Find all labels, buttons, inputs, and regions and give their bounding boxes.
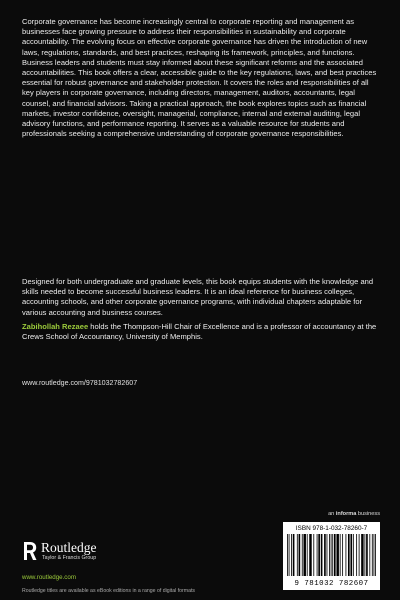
publisher-group: Taylor & Francis Group (42, 555, 97, 561)
isbn-barcode (283, 522, 380, 590)
description-paragraph-2: Designed for both undergraduate and graduate levels, this book equips students with the knowledge and skills needed to become successful business leaders. It is an ideal reference for business colleges, accounting schools, and other corporate governance programs, with individual chapters adaptable for various accounting and business courses. (22, 277, 374, 317)
publisher-name: Routledge (41, 540, 97, 555)
barcode-digits: 9 781032 782607 (294, 580, 369, 588)
ebook-note: Routledge titles are available as eBook editions in a range of digital formats (22, 588, 196, 594)
informa-business-label (328, 511, 380, 517)
description-paragraph-1: Corporate governance has become increasingly central to corporate reporting and management as businesses face growing pressure to address their responsibilities in sustainability and corporate accountability. The evolving focus on effective corporate governance has driven the introduction of new laws, regulations, standards, and best practices, reshaping its framework, principles, and functions. Business leaders and students must stay informed about these significant reforms and the associated accountabilities. This book offers a clear, accessible guide to the key regulations, laws, and best practices essential for robust governance and stakeholder protection. It covers the roles and responsibilities of all key players in corporate governance, including directors, management, auditors, accountants, legal counsel, and financial advisors. Taking a practical approach, the book explores topics such as financial markets, investor confidence, oversight, managerial, compliance, internal and external auditing, legal advisory functions, and performance reporting. It serves as a valuable resource for students and professionals seeking a comprehensive understanding of corporate governance responsibilities. (22, 17, 377, 139)
isbn-label: ISBN 978-1-032-78260-7 (295, 525, 368, 532)
informa-prefix: an (328, 511, 336, 517)
author-bio (22, 322, 380, 342)
author-name: Zabihollah Rezaee (22, 322, 89, 331)
author-bio-text: holds the Thompson-Hill Chair of Excellence and is a professor of accountancy at the Crews School of Accountancy, University of Memphis. (22, 322, 377, 342)
routledge-logo-icon (22, 540, 38, 562)
book-url[interactable]: www.routledge.com/9781032782607 (22, 379, 138, 387)
publisher-url[interactable]: www.routledge.com (22, 574, 76, 581)
informa-suffix: business (356, 511, 380, 517)
publisher-logo (22, 540, 132, 570)
barcode-bars (287, 534, 376, 576)
informa-brand: informa (335, 511, 357, 517)
